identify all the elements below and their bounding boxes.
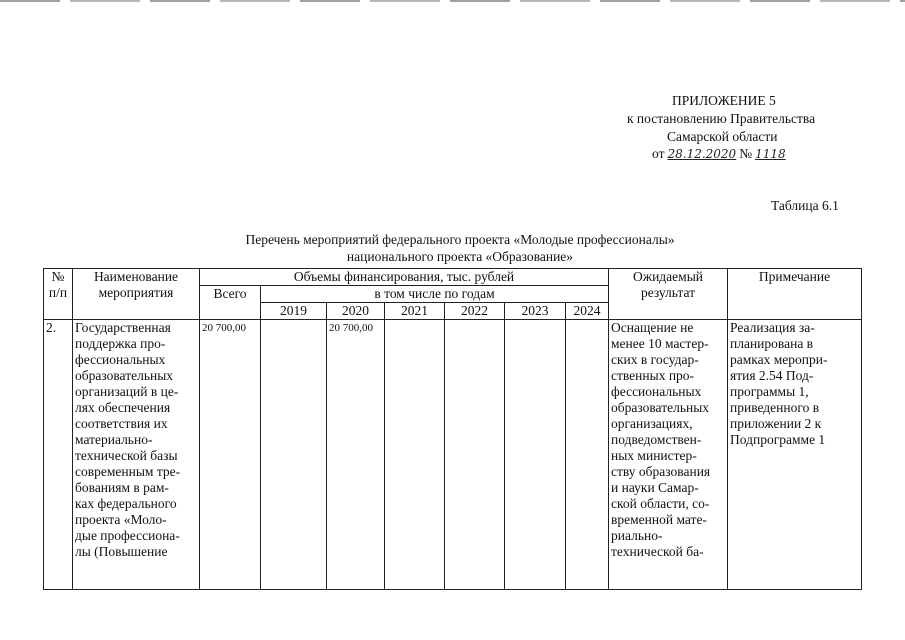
col-note-header: Примечание [728,269,862,320]
year-header: 2021 [385,303,445,320]
row-year-2021 [385,320,445,590]
row-year-2019 [261,320,327,590]
scan-edge [0,0,905,2]
col-funding-header: Объемы финансирования, тыс. рублей [200,269,609,286]
year-header: 2024 [566,303,609,320]
appendix-region: Самарской области [667,129,778,144]
table-row [44,320,862,590]
col-name-header: Наименование мероприятия [73,269,200,320]
appendix-title: ПРИЛОЖЕНИЕ 5 [672,93,776,108]
date-prefix: от [652,146,665,161]
appendix-date-line [652,145,789,163]
row-note: Реализация за- планирована в рамках меропри- ятия 2.54 Под- программы 1, приведенного в приложении 2 к Подпрограмме 1 [728,320,862,590]
handwritten-date: 28.12.2020 [667,147,737,161]
year-header: 2022 [445,303,505,320]
year-header: 2019 [261,303,327,320]
row-year-2022 [445,320,505,590]
year-header: 2020 [327,303,385,320]
col-by-years-header: в том числе по годам [261,286,609,303]
header-row-1 [44,269,862,286]
col-total-header: Всего [200,286,261,320]
table-label: Таблица 6.1 [771,198,839,213]
row-result: Оснащение не менее 10 мастер- ских в государ- ственных про- фессиональных образовательных организациях, подведомствен- ных министер- ству образования и науки Самар- ской области, со- временной мате- риально- технической ба- [609,320,728,590]
measures-table [43,268,862,590]
row-total: 20 700,00 [200,320,261,590]
col-result-header: Ожидаемый результат [609,269,728,320]
handwritten-number: 1118 [755,147,786,161]
row-year-2023 [505,320,566,590]
row-no: 2. [44,320,73,590]
row-name: Государственная поддержка про- фессиональных образовательных организаций в це- лях обеспечения соответствия их материально- технической базы современным тре- бованиям в рам- ках федерального проекта «Моло- дые профессиона- лы (Повышение [73,320,200,590]
appendix-resolution: к постановлению Правительства [627,111,816,126]
col-no-header: № п/п [44,269,73,320]
table-title-line2: национального проекта «Образование» [346,249,574,264]
year-header: 2023 [505,303,566,320]
table-title-line1: Перечень мероприятий федерального проекта «Молодые профессионалы» [245,232,675,247]
row-year-2020: 20 700,00 [327,320,385,590]
number-prefix: № [739,146,753,161]
row-year-2024 [566,320,609,590]
